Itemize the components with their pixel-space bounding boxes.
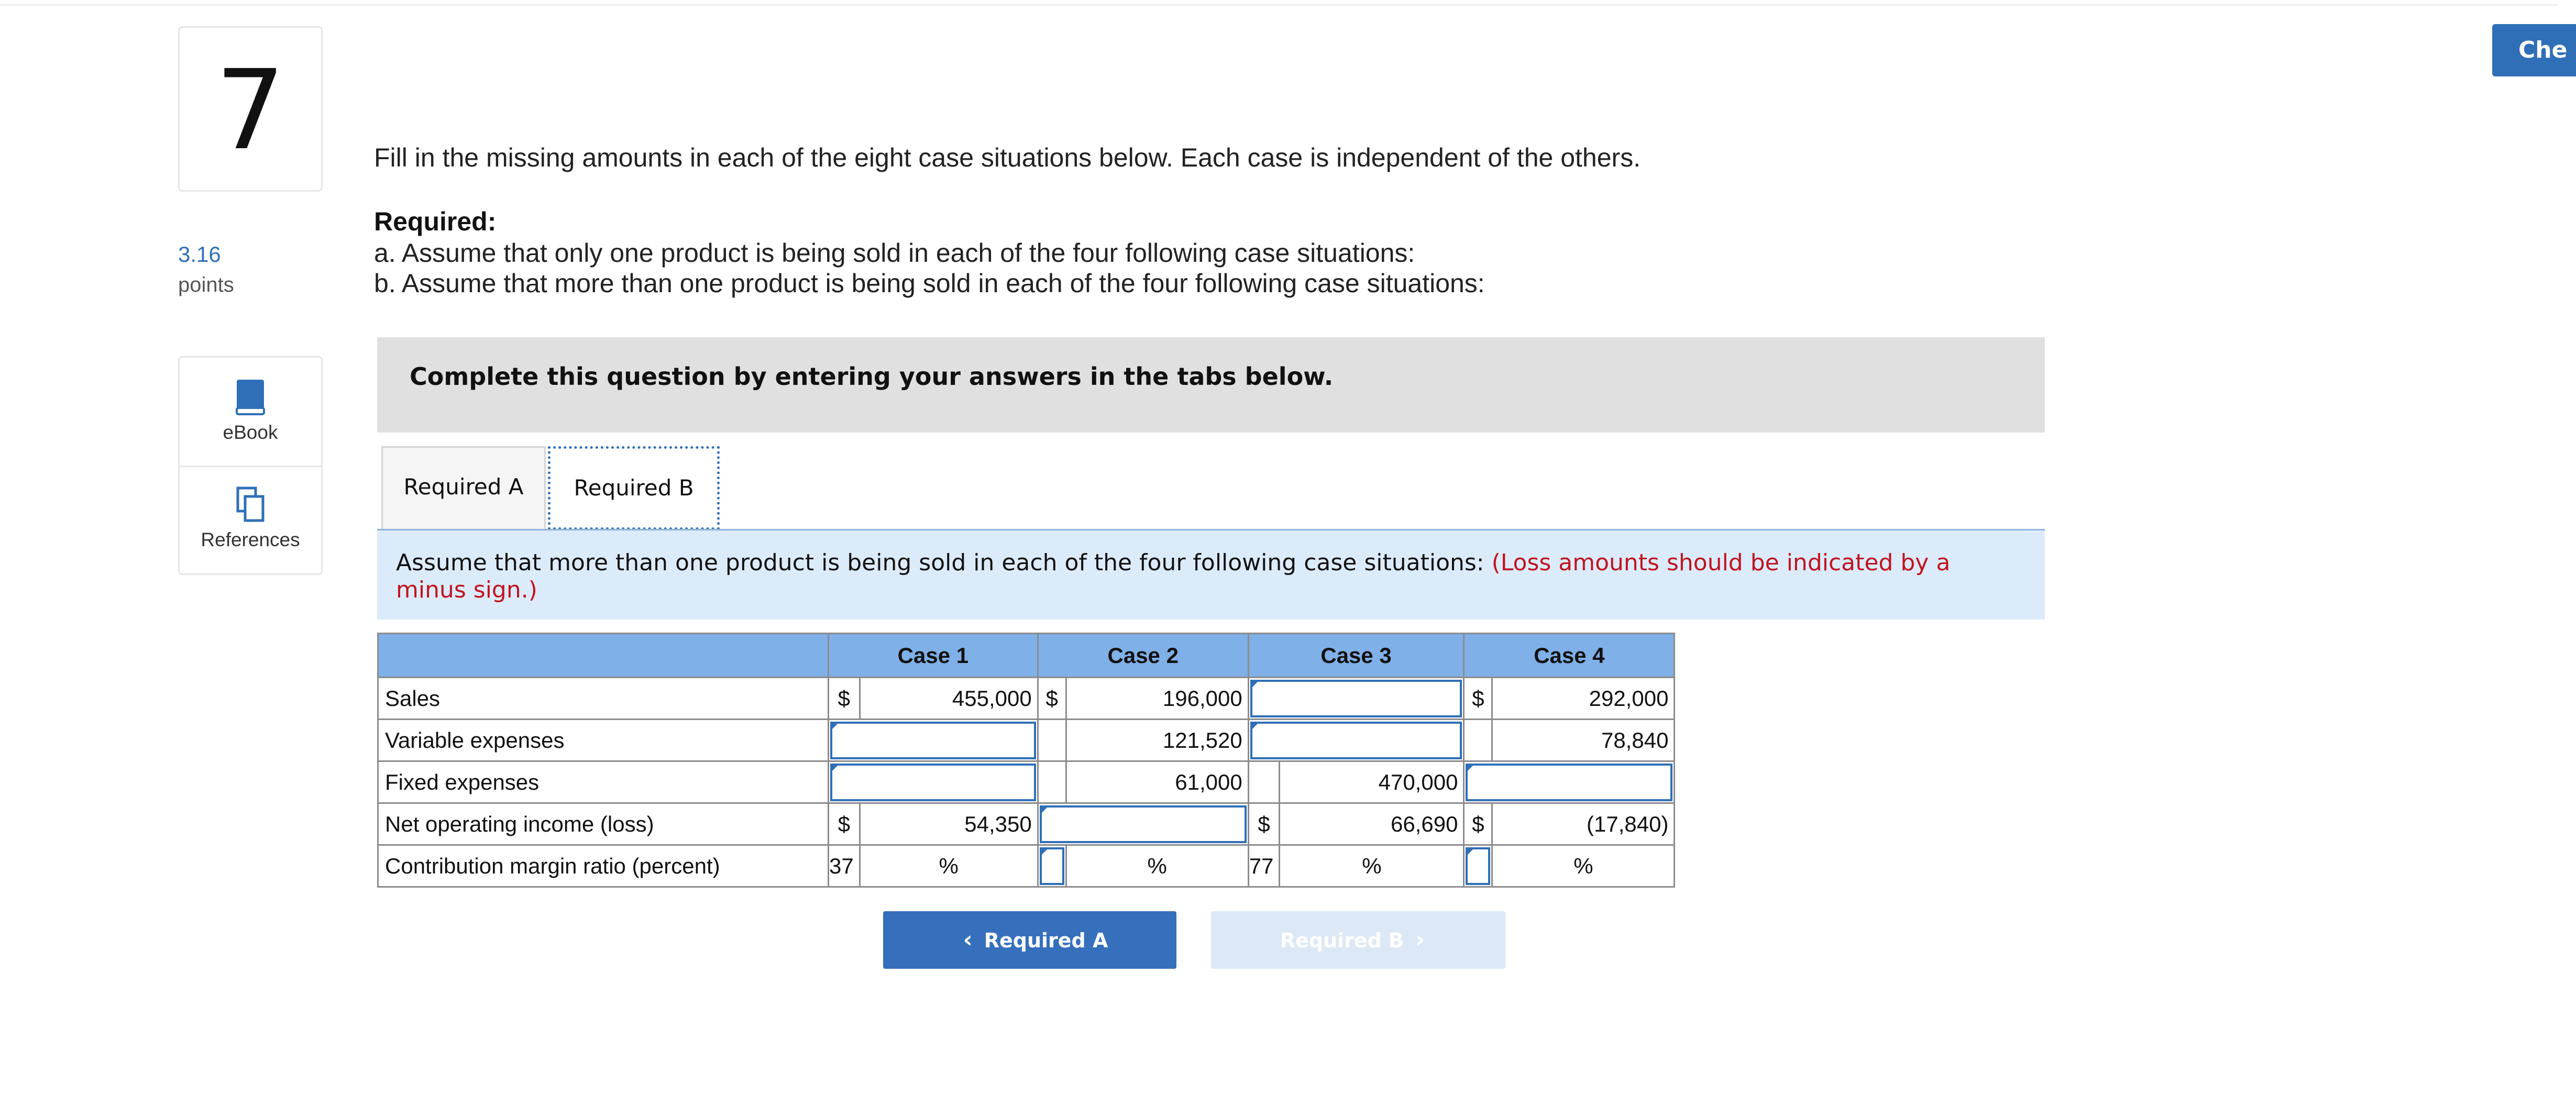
answer-cell bbox=[829, 720, 1038, 761]
currency-symbol bbox=[1038, 720, 1066, 761]
ebook-button[interactable] bbox=[180, 379, 321, 444]
answer-input[interactable] bbox=[830, 764, 1036, 801]
case-value: 121,520 bbox=[1066, 720, 1248, 761]
currency-symbol: $ bbox=[1464, 678, 1492, 720]
instructions-text: Assume that more than one product is being sold in each of the four following case situations: bbox=[396, 549, 1484, 576]
case-table bbox=[377, 633, 1675, 888]
chevron-right-icon: › bbox=[1415, 926, 1425, 953]
points-value: 3.16 bbox=[178, 242, 221, 267]
case-instructions bbox=[377, 530, 2045, 620]
currency-symbol: $ bbox=[1248, 803, 1280, 845]
answer-cell bbox=[1464, 761, 1675, 803]
tab-required-b[interactable]: Required B bbox=[548, 446, 720, 530]
header-case-3: Case 3 bbox=[1248, 634, 1464, 678]
row-label: Variable expenses bbox=[378, 720, 829, 761]
row-label: Net operating income (loss) bbox=[378, 803, 829, 845]
table-row bbox=[378, 678, 1675, 720]
tools-divider bbox=[180, 466, 321, 467]
loss-note: (Loss amounts should be indicated by a minus sign.) bbox=[396, 549, 1951, 603]
chevron-left-icon: ‹ bbox=[963, 926, 973, 953]
percent-suffix: % bbox=[1492, 845, 1675, 887]
required-b-text: b. Assume that more than one product is being sold in each of the four following case situations: bbox=[374, 269, 1485, 298]
answer-input[interactable] bbox=[1040, 847, 1064, 885]
references-button[interactable] bbox=[180, 486, 321, 551]
check-my-work-button[interactable]: Che bbox=[2492, 24, 2576, 76]
case-value: 78,840 bbox=[1492, 720, 1675, 761]
case-value: 77 bbox=[1248, 845, 1280, 887]
header-case-4: Case 4 bbox=[1464, 634, 1675, 678]
answer-input[interactable] bbox=[1040, 805, 1247, 843]
answer-input[interactable] bbox=[1466, 764, 1672, 801]
required-heading: Required: bbox=[374, 207, 497, 236]
prev-required-a-button[interactable] bbox=[883, 911, 1176, 969]
table-row bbox=[378, 845, 1675, 887]
question-intro: Fill in the missing amounts in each of the eight case situations below. Each case is independent of the others. bbox=[374, 143, 1641, 172]
tools-panel bbox=[178, 356, 323, 575]
tab-required-a[interactable]: Required A bbox=[381, 446, 546, 530]
case-value: (17,840) bbox=[1492, 803, 1675, 845]
answer-input[interactable] bbox=[1466, 847, 1490, 885]
table-row bbox=[378, 803, 1675, 845]
prev-label: Required A bbox=[984, 929, 1108, 952]
table-header-row bbox=[378, 634, 1675, 678]
copy-icon bbox=[235, 486, 266, 524]
top-divider bbox=[0, 4, 2558, 6]
table-row bbox=[378, 720, 1675, 761]
case-value: 61,000 bbox=[1066, 761, 1248, 803]
row-label: Contribution margin ratio (percent) bbox=[378, 845, 829, 887]
answer-cell bbox=[1038, 845, 1066, 887]
currency-symbol bbox=[1464, 720, 1492, 761]
next-label: Required B bbox=[1280, 929, 1404, 952]
required-a-text: a. Assume that only one product is being sold in each of the four following case situations: bbox=[374, 238, 1415, 268]
case-value: 66,690 bbox=[1280, 803, 1464, 845]
case-value: 196,000 bbox=[1066, 678, 1248, 720]
answer-cell bbox=[829, 761, 1038, 803]
question-number: 7 bbox=[178, 26, 323, 192]
row-label: Sales bbox=[378, 678, 829, 720]
percent-suffix: % bbox=[860, 845, 1038, 887]
answer-input[interactable] bbox=[830, 722, 1036, 759]
case-value: 455,000 bbox=[860, 678, 1038, 720]
answer-input[interactable] bbox=[1250, 680, 1462, 717]
header-case-1: Case 1 bbox=[829, 634, 1038, 678]
points-label: points bbox=[178, 273, 234, 296]
banner-text: Complete this question by entering your answers in the tabs below. bbox=[410, 362, 1334, 391]
answer-cell bbox=[1248, 678, 1464, 720]
references-label: References bbox=[201, 529, 300, 550]
currency-symbol bbox=[1248, 761, 1280, 803]
currency-symbol: $ bbox=[1464, 803, 1492, 845]
currency-symbol: $ bbox=[829, 678, 860, 720]
next-required-b-button[interactable] bbox=[1211, 911, 1505, 969]
instruction-banner bbox=[377, 337, 2045, 433]
currency-symbol bbox=[1038, 761, 1066, 803]
ebook-label: eBook bbox=[223, 422, 278, 443]
percent-suffix: % bbox=[1280, 845, 1464, 887]
book-icon bbox=[235, 379, 266, 416]
answer-cell bbox=[1248, 720, 1464, 761]
answer-input[interactable] bbox=[1250, 722, 1462, 759]
table-row bbox=[378, 761, 1675, 803]
header-case-2: Case 2 bbox=[1038, 634, 1248, 678]
case-value: 292,000 bbox=[1492, 678, 1675, 720]
case-value: 470,000 bbox=[1280, 761, 1464, 803]
header-blank bbox=[378, 634, 829, 678]
case-value: 54,350 bbox=[860, 803, 1038, 845]
currency-symbol: $ bbox=[1038, 678, 1066, 720]
currency-symbol: $ bbox=[829, 803, 860, 845]
answer-cell bbox=[1038, 803, 1248, 845]
case-value: 37 bbox=[829, 845, 860, 887]
row-label: Fixed expenses bbox=[378, 761, 829, 803]
percent-suffix: % bbox=[1066, 845, 1248, 887]
answer-cell bbox=[1464, 845, 1492, 887]
